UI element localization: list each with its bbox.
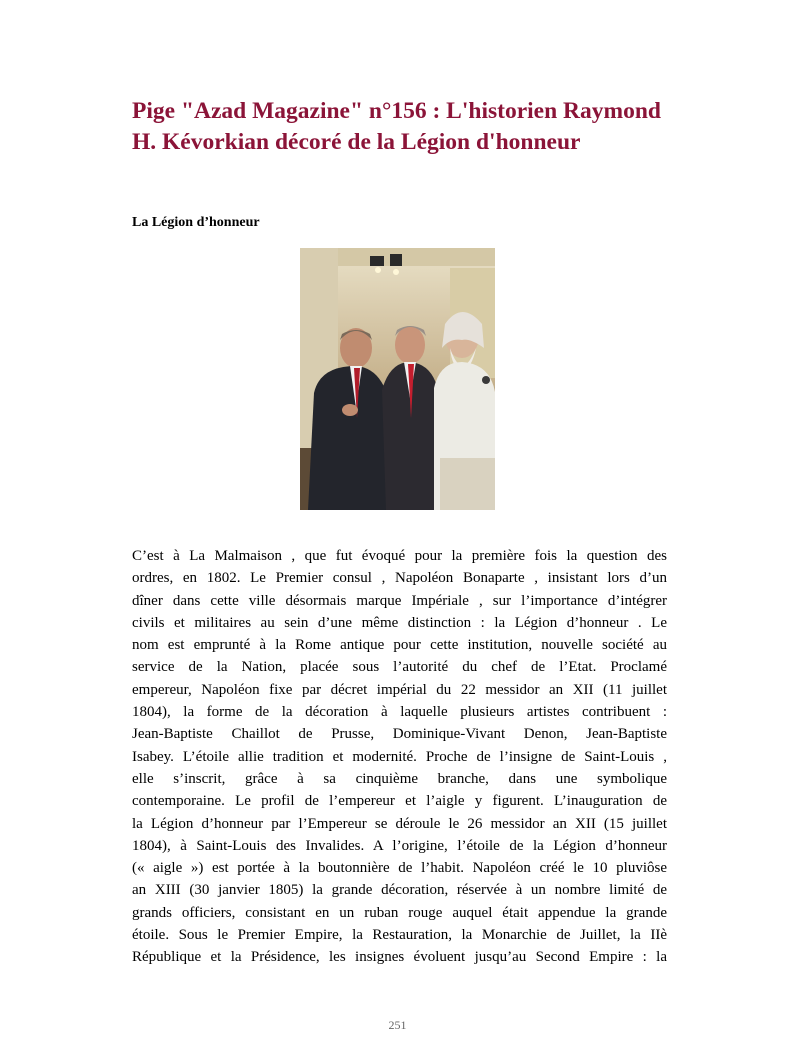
body-line: (« aigle ») est portée à la boutonnière de l’habit. Napoléon créé le 10 pluviôse xyxy=(132,860,667,877)
article-photo xyxy=(300,248,495,510)
body-line: Isabey. L’étoile allie tradition et modernité. Proche de l’insigne de Saint-Louis , xyxy=(132,748,667,765)
body-line: la Légion d’honneur par l’Empereur se déroule le 26 messidor an XII (15 juillet xyxy=(132,815,667,832)
section-heading: La Légion d’honneur xyxy=(132,215,260,230)
body-line: Jean-Baptiste Chaillot de Prusse, Dominique-Vivant Denon, Jean-Baptiste xyxy=(132,726,667,743)
body-line: dîner dans cette ville désormais marque Impériale , sur l’importance d’intégrer xyxy=(132,592,667,609)
page-number: 251 xyxy=(388,1018,407,1032)
body-line: ordres, en 1802. Le Premier consul , Napoléon Bonaparte , insistant lors d’un xyxy=(132,570,667,587)
article-title: Pige "Azad Magazine" n°156 : L'historien Raymond H. Kévorkian décoré de la Légion d'honneur xyxy=(132,98,661,155)
body-line: empereur, Napoléon fixe par décret impérial du 22 messidor an XII (11 juillet xyxy=(132,681,667,698)
body-line: nom est emprunté à la Rome antique pour cette institution, nouvelle société au xyxy=(132,637,667,654)
body-line: contemporaine. Le profil de l’empereur et l’aigle y figurent. L’inauguration de xyxy=(132,793,667,810)
body-line: étoile. Sous le Premier Empire, la Restauration, la Monarchie de Juillet, la IIè xyxy=(132,927,667,944)
body-line: 1804), la forme de la décoration à laquelle plusieurs artistes contribuent : xyxy=(132,704,667,721)
body-line: civils et militaires au sein d’une même distinction : la Légion d’honneur . Le xyxy=(132,614,667,631)
article-body xyxy=(132,545,667,969)
body-line: an XIII (30 janvier 1805) la grande décoration, réservée à un nombre limité de xyxy=(132,882,667,899)
body-line: elle s’inscrit, grâce à sa cinquième branche, dans une symbolique xyxy=(132,770,667,787)
body-line: grands officiers, consistant en un ruban rouge auquel était appendue la grande xyxy=(132,904,667,921)
body-line: 1804), à Saint-Louis des Invalides. A l’origine, l’étoile de la Légion d’honneur xyxy=(132,837,667,854)
body-line: République et la Présidence, les insignes évoluent jusqu’au Second Empire : la xyxy=(132,949,667,966)
body-line: C’est à La Malmaison , que fut évoqué pour la première fois la question des xyxy=(132,548,667,564)
body-line: service de la Nation, placée sous l’autorité du chef de l’Etat. Proclamé xyxy=(132,659,667,676)
